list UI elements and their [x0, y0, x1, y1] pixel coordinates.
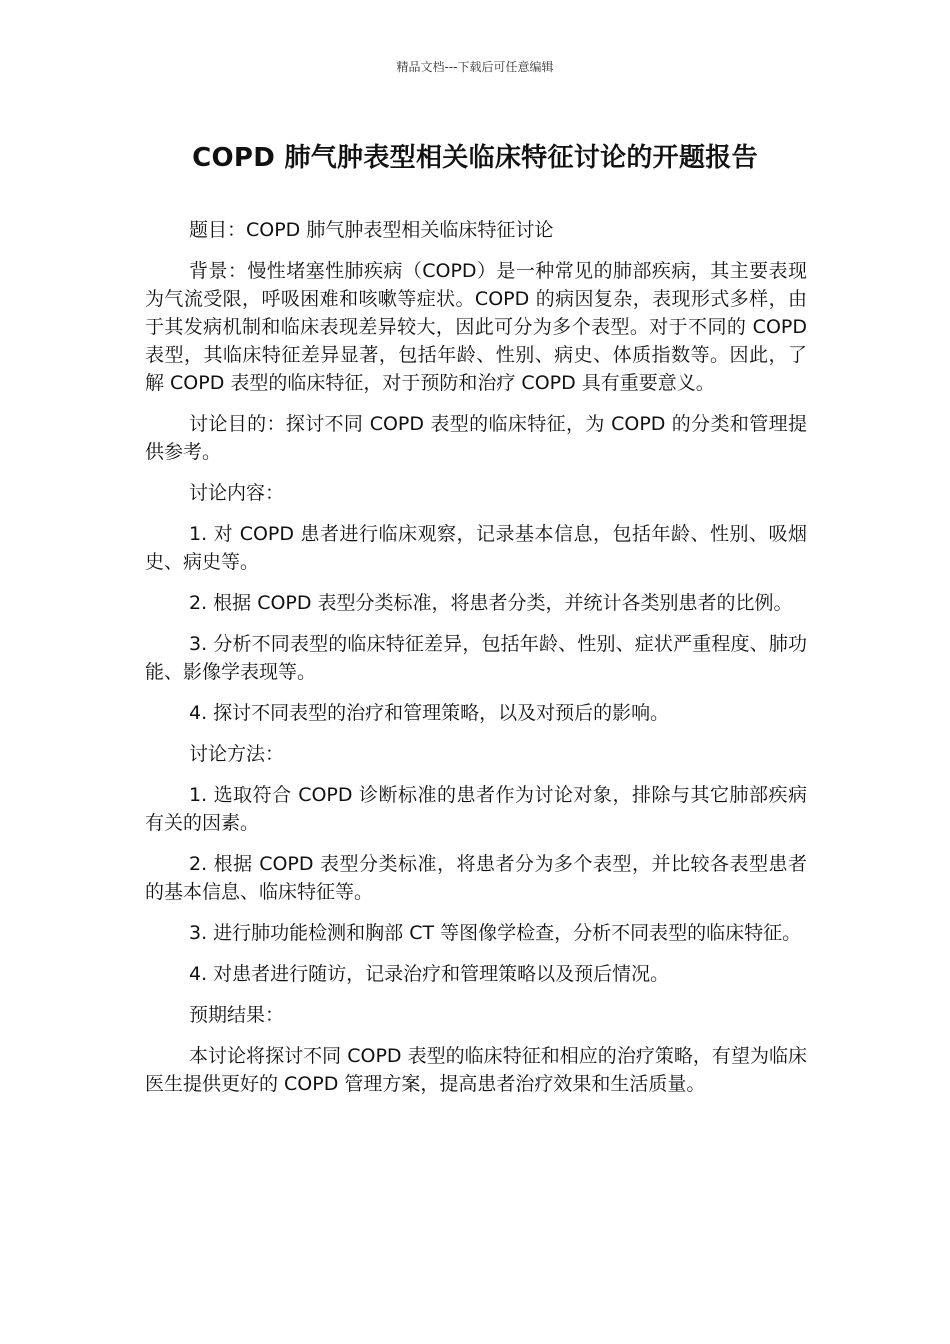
document-body	[145, 216, 807, 1111]
method-heading: 讨论方法：	[189, 743, 285, 765]
method-item-3: 3. 进行肺功能检测和胸部 CT 等图像学检查，分析不同表型的临床特征。	[189, 922, 802, 944]
document-title: COPD 肺气肿表型相关临床特征讨论的开题报告	[192, 143, 758, 173]
background-paragraph: 背景：慢性堵塞性肺疾病（COPD）是一种常见的肺部疾病，其主要表现为气流受限，呼吸困难和咳嗽等症状。COPD 的病因复杂，表现形式多样，由于其发病机制和临床表现差异较大，因此可分为多个表型。对于不同的 COPD 表型，其临床特征差异显著，包括年龄、性别、病史、体质指数等。因此，了解 COPD 表型的临床特征，对于预防和治疗 COPD 具有重要意义。	[145, 260, 807, 394]
method-item-4: 4. 对患者进行随访，记录治疗和管理策略以及预后情况。	[189, 963, 670, 985]
page-header: 精品文档---下载后可任意编辑	[396, 60, 554, 74]
topic-paragraph: 题目：COPD 肺气肿表型相关临床特征讨论	[189, 219, 554, 241]
results-heading: 预期结果：	[189, 1004, 285, 1026]
content-item-1: 1. 对 COPD 患者进行临床观察，记录基本信息，包括年龄、性别、吸烟史、病史等。	[145, 523, 807, 573]
content-heading: 讨论内容：	[189, 482, 285, 504]
method-item-1: 1. 选取符合 COPD 诊断标准的患者作为讨论对象，排除与其它肺部疾病有关的因素。	[145, 784, 807, 834]
results-paragraph: 本讨论将探讨不同 COPD 表型的临床特征和相应的治疗策略，有望为临床医生提供更好的 COPD 管理方案，提高患者治疗效果和生活质量。	[145, 1045, 807, 1095]
content-item-3: 3. 分析不同表型的临床特征差异，包括年龄、性别、症状严重程度、肺功能、影像学表现等。	[145, 633, 807, 683]
content-item-2: 2. 根据 COPD 表型分类标准，将患者分类，并统计各类别患者的比例。	[189, 592, 793, 614]
purpose-paragraph: 讨论目的：探讨不同 COPD 表型的临床特征，为 COPD 的分类和管理提供参考。	[145, 413, 807, 463]
method-item-2: 2. 根据 COPD 表型分类标准，将患者分为多个表型，并比较各表型患者的基本信息、临床特征等。	[145, 853, 807, 903]
content-item-4: 4. 探讨不同表型的治疗和管理策略，以及对预后的影响。	[189, 702, 670, 724]
